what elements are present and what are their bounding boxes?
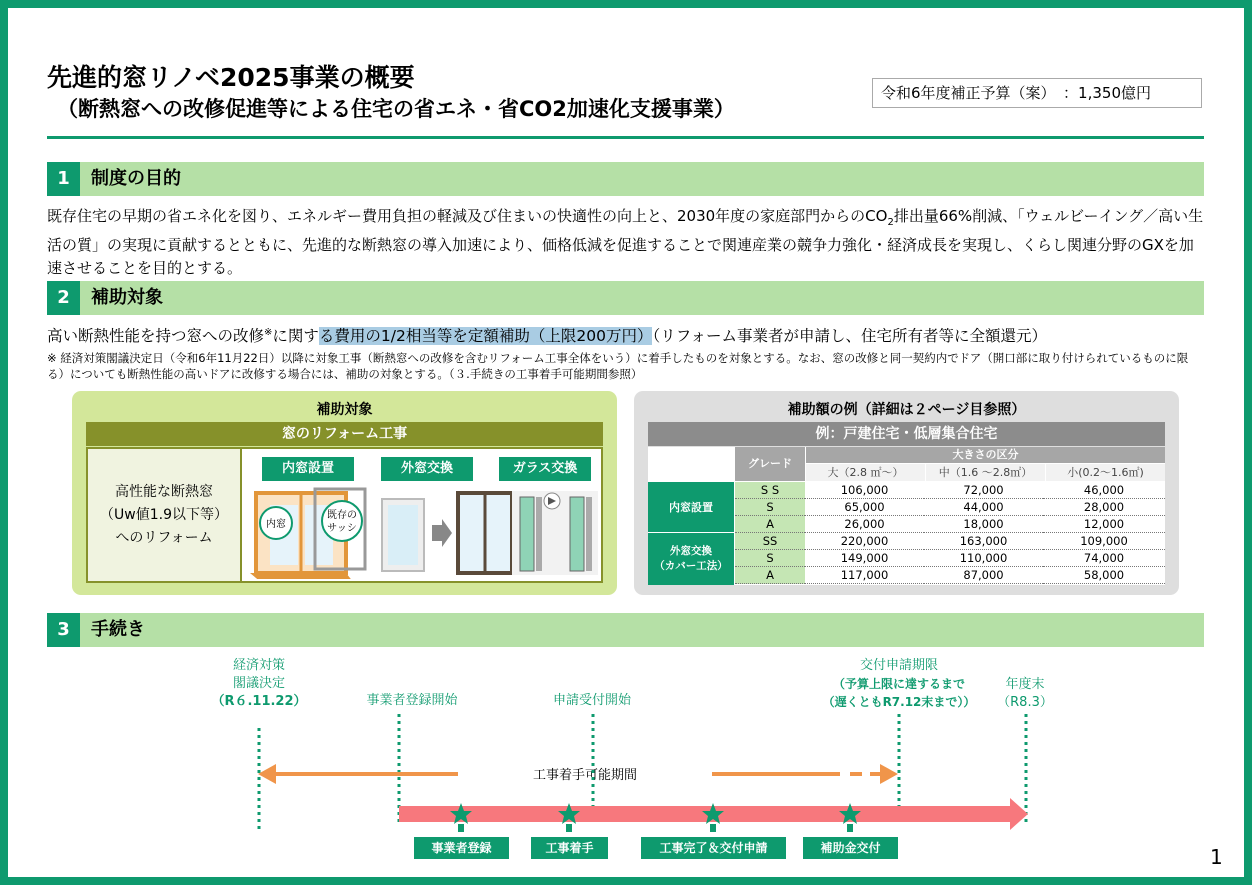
existing-sash-label-2: サッシ	[327, 523, 357, 534]
subsidy-highlight: る費用の1/2相当等を定額補助（上限200万円）	[318, 327, 653, 345]
table-row: S 149,000 110,000 74,000	[735, 550, 1165, 567]
size-col-medium: 中（1.6 ～2.8㎡）	[926, 464, 1045, 481]
example-table-title: 例：戸建住宅・低層集合住宅	[648, 422, 1165, 446]
example-table	[648, 447, 1165, 585]
tag-inner-window: 内窓設置	[262, 457, 354, 481]
page-subtitle: （断熱窓への改修促進等による住宅の省エネ・省CO2加速化支援事業）	[57, 97, 735, 121]
table-row: SS 220,000 163,000 109,000	[735, 533, 1165, 550]
section-number: 2	[47, 281, 80, 315]
target-text-line: （Uw値1.9以下等）	[100, 507, 228, 523]
section-header-target	[47, 281, 1204, 315]
section-number: 3	[47, 613, 80, 647]
step-grant-delivery: 補助金交付	[803, 837, 898, 859]
milestone-fiscal-year-end: 年度末 （R8.3）	[997, 677, 1053, 710]
inner-window-illustration	[250, 489, 365, 579]
section-header-procedure	[47, 613, 1204, 647]
milestone-cabinet-decision: 経済対策 閣議決定 （R６.11.22）	[211, 658, 307, 709]
group-outer-window: 外窓交換 （カバー工法）	[648, 533, 734, 585]
target-text-line: へのリフォーム	[115, 530, 213, 546]
page-title: 先進的窓リノベ2025事業の概要	[47, 63, 415, 92]
group-inner-window-rows	[735, 482, 1165, 533]
grade-header: グレード	[735, 447, 805, 481]
subsidy-note: ※ 経済対策閣議決定日（令和6年11月22日）以降に対象工事（断熱窓への改修を含むリフォーム工事全体をいう）に着手したものを対象とする。なお、窓の改修と同一契約内でドア（開口部に取り付けられているものに限る）についても断熱性能の高いドアに改修する場合には、補助の対象とする。（３.手続きの工事着手可能期間参照）	[47, 351, 1189, 381]
existing-sash-label-1: 既存の	[327, 510, 357, 521]
budget-box: 令和6年度補正予算（案） ：1,350億円	[872, 78, 1202, 108]
example-box	[634, 391, 1179, 595]
inner-window-label: 内窓	[266, 519, 286, 530]
step-construction-start: 工事着手	[531, 837, 608, 859]
target-left-cell	[88, 449, 242, 581]
target-text-line: 高性能な断熱窓	[115, 484, 213, 500]
step-registration: 事業者登録	[414, 837, 509, 859]
group-outer-window-rows	[735, 533, 1165, 584]
example-box-title: 補助額の例（詳細は２ページ目参照）	[787, 402, 1026, 418]
target-box	[72, 391, 617, 595]
section-label: 制度の目的	[91, 168, 181, 189]
size-col-large: 大（2.8 ㎡～）	[806, 464, 925, 481]
section-header-purpose	[47, 162, 1204, 196]
size-col-small: 小(0.2～1.6㎡)	[1046, 464, 1165, 481]
construction-period-arrow	[258, 764, 898, 784]
milestone-registration-start: 事業者登録開始	[366, 693, 458, 708]
glass-replacement-illustration	[512, 491, 598, 575]
size-header: 大きさの区分	[806, 447, 1165, 463]
page-number: 1	[1210, 845, 1223, 869]
timeline-graphic	[0, 700, 1252, 860]
construction-period-label: 工事着手可能期間	[532, 768, 637, 783]
table-row: S 65,000 44,000 28,000	[735, 499, 1165, 516]
table-row: A 117,000 87,000 58,000	[735, 567, 1165, 584]
section-number: 1	[47, 162, 80, 196]
section-label: 手続き	[91, 619, 145, 640]
milestone-application-start: 申請受付開始	[552, 693, 631, 708]
target-box-header: 窓のリフォーム工事	[86, 422, 603, 446]
table-row: S S 106,000 72,000 46,000	[735, 482, 1165, 499]
subsidy-summary: 高い断熱性能を持つ窓への改修※に関する費用の1/2相当等を定額補助（上限200万円）（リフォーム事業者が申請し、住宅所有者等に全額還元）	[47, 326, 1047, 345]
step-completion-application: 工事完了＆交付申請	[641, 837, 786, 859]
window-illustrations	[250, 487, 602, 579]
tag-glass: ガラス交換	[499, 457, 591, 481]
target-box-title: 補助対象	[316, 402, 373, 418]
group-inner-window: 内窓設置	[648, 482, 734, 532]
title-rule	[47, 136, 1204, 139]
milestone-application-deadline: 交付申請期限 （予算上限に達するまで （遅くともR7.12末まで））	[822, 658, 976, 709]
purpose-text: 既存住宅の早期の省エネ化を図り、エネルギー費用負担の軽減及び住まいの快適性の向上と、2030年度の家庭部門からの$CO_2$排出量66%削減、「ウェルビーイング／高い生活の質」の実現に貢献するとともに、先進的な断熱窓の導入加速により、価格低減を促進することで関連産業の競争力強化・経済成長を実現し、くらし関連分野のGXを加速させることを目的とする。	[47, 207, 1204, 277]
outer-window-illustration	[382, 493, 512, 573]
table-row: A 26,000 18,000 12,000	[735, 516, 1165, 533]
section-label: 補助対象	[91, 287, 163, 308]
target-box-body	[86, 447, 603, 583]
tag-outer-window: 外窓交換	[381, 457, 473, 481]
